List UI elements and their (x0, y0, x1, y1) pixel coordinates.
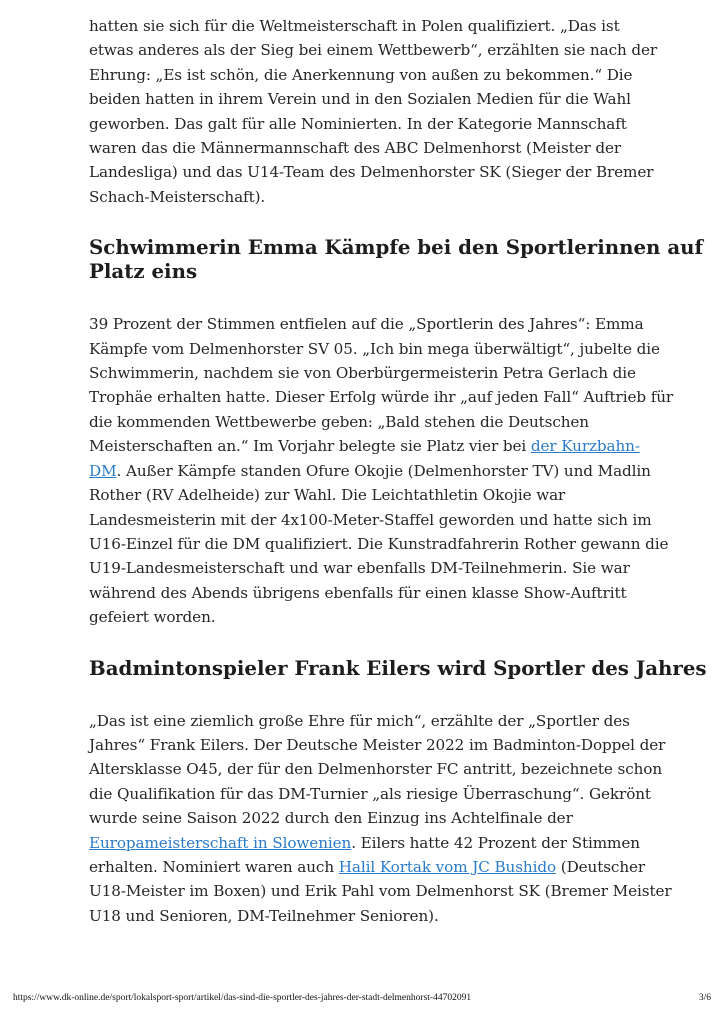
text-line: während des Abends übrigens ebenfalls für einen klasse Show-Auftritt (89, 583, 627, 602)
text-line: Altersklasse O45, der für den Delmenhorster FC antritt, bezeichnete schon (89, 760, 663, 779)
text-line: etwas anderes als der Sieg bei einem Wettbewerb“, erzählten sie nach der (89, 41, 658, 60)
text-line: Landesliga) und das U14-Team des Delmenhorster SK (Sieger der Bremer (89, 163, 654, 182)
text-segment: (Deutscher (556, 857, 646, 876)
link-kurzbahn-dm-continued[interactable]: DM (89, 461, 117, 480)
heading-line: Badmintonspieler Frank Eilers wird Sportler des Jahres (89, 655, 707, 680)
text-line: U19-Landesmeisterschaft und war ebenfalls DM-Teilnehmerin. Sie war (89, 559, 630, 578)
text-line: 39 Prozent der Stimmen entfielen auf die „Sportlerin des Jahres“: Emma (89, 315, 644, 334)
text-line: waren das die Männermannschaft des ABC Delmenhorst (Meister der (89, 139, 622, 158)
text-line: Schwimmerin, nachdem sie von Oberbürgermeisterin Petra Gerlach die (89, 364, 636, 383)
text-line (89, 855, 649, 879)
paragraph-sportler (89, 709, 672, 929)
paragraph-intro (89, 14, 658, 209)
text-segment: Meisterschaften an.“ Im Vorjahr belegte sie Platz vier bei (89, 437, 531, 456)
text-segment: . Außer Kämpfe standen Ofure Okojie (Delmenhorster TV) und Madlin (116, 461, 651, 480)
text-line: wurde seine Saison 2022 durch den Einzug ins Achtelfinale der (89, 809, 573, 828)
text-line: U18-Meister im Boxen) und Erik Pahl vom Delmenhorst SK (Bremer Meister (89, 882, 672, 901)
text-line: beiden hatten in ihrem Verein und in den Sozialen Medien für die Wahl (89, 90, 631, 109)
text-line: U16-Einzel für die DM qualifiziert. Die Kunstradfahrerin Rother gewann die (89, 534, 669, 553)
text-line: „Das ist eine ziemlich große Ehre für mich“, erzählte der „Sportler des (89, 711, 630, 730)
article-body (89, 14, 707, 928)
text-line: die Qualifikation für das DM-Turnier „als riesige Überraschung“. Gekrönt (89, 784, 651, 803)
text-line: Rother (RV Adelheide) zur Wahl. Die Leichtathletin Okojie war (89, 486, 566, 505)
text-line (89, 831, 649, 855)
text-line: geworben. Das galt für alle Nominierten. In der Kategorie Mannschaft (89, 114, 627, 133)
text-line: Jahres“ Frank Eilers. Der Deutsche Meister 2022 im Badminton-Doppel der (89, 735, 666, 754)
link-halil-kortak[interactable]: Halil Kortak vom JC Bushido (338, 857, 557, 876)
section-heading-emma-kaempfe (89, 235, 704, 284)
text-line: U18 und Senioren, DM-Teilnehmer Senioren). (89, 906, 439, 925)
text-line: Kämpfe vom Delmenhorster SV 05. „Ich bin mega überwältigt“, jubelte die (89, 339, 660, 358)
heading-line: Platz eins (89, 259, 198, 284)
paragraph-sportlerin (89, 312, 674, 629)
text-segment: erhalten. Nominiert waren auch (89, 857, 339, 876)
text-line: Schach-Meisterschaft). (89, 187, 266, 206)
text-line: Trophäe erhalten hatte. Dieser Erfolg würde ihr „auf jeden Fall“ Auftrieb für (89, 388, 674, 407)
link-kurzbahn-dm[interactable]: der Kurzbahn- (530, 437, 640, 456)
text-line: Landesmeisterin mit der 4x100-Meter-Staffel geworden und hatte sich im (89, 510, 652, 529)
text-line: Ehrung: „Es ist schön, die Anerkennung von außen zu bekommen.“ Die (89, 65, 633, 84)
link-europameisterschaft[interactable]: Europameisterschaft in Slowenien (89, 833, 352, 852)
section-heading-frank-eilers (89, 655, 707, 680)
footer-url: https://www.dk-online.de/sport/lokalsport-sport/artikel/das-sind-die-sportler-des-jahres-der-stadt-delmenhorst-44702091 (13, 993, 472, 1003)
footer-page-number: 3/6 (698, 993, 711, 1003)
text-line: hatten sie sich für die Weltmeisterschaft in Polen qualifiziert. „Das ist (89, 17, 620, 35)
text-line: gefeiert worden. (89, 608, 216, 627)
text-line (89, 459, 649, 483)
text-line (89, 434, 649, 458)
text-segment: . Eilers hatte 42 Prozent der Stimmen (351, 833, 640, 852)
text-line: die kommenden Wettbewerbe geben: „Bald stehen die Deutschen (89, 412, 589, 431)
heading-line: Schwimmerin Emma Kämpfe bei den Sportlerinnen auf (89, 235, 704, 260)
